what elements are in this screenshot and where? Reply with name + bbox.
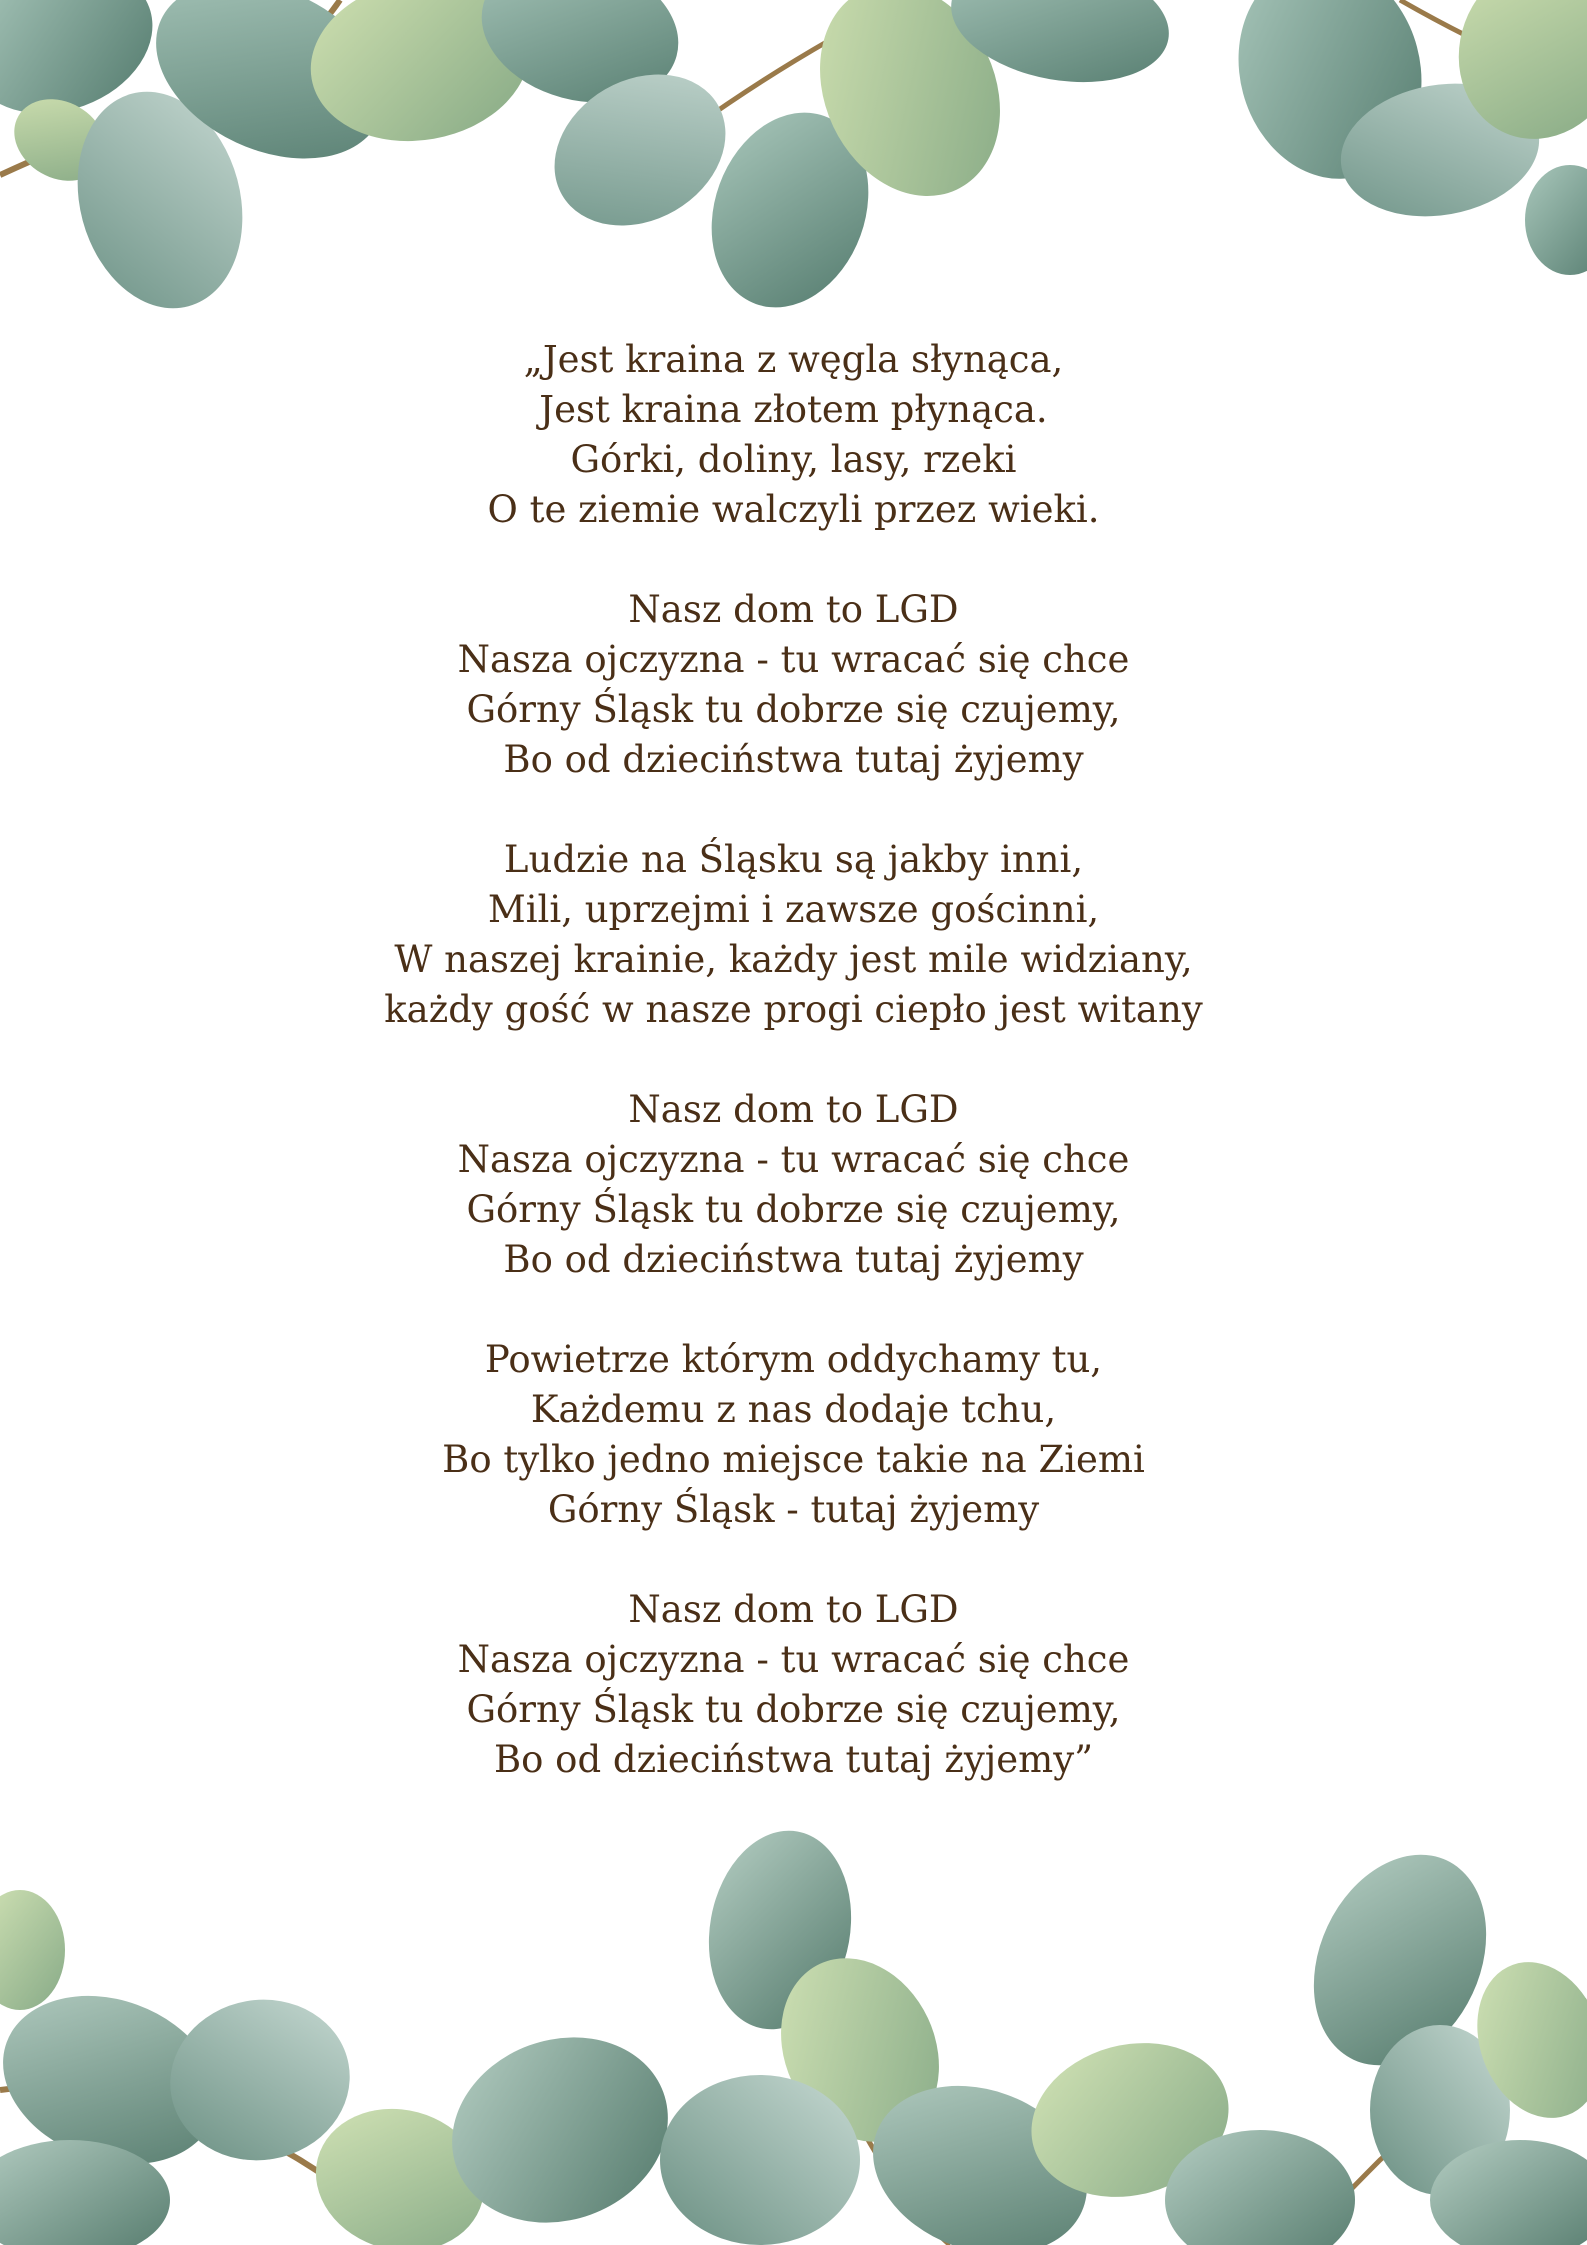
poem-line: Jest kraina złotem płynąca. bbox=[539, 388, 1048, 431]
poem-line: W naszej krainie, każdy jest mile widziany, bbox=[394, 938, 1193, 981]
poem-line: O te ziemie walczyli przez wieki. bbox=[487, 488, 1100, 531]
poem-line: Nasz dom to LGD bbox=[628, 588, 959, 631]
poem-line: Górny Śląsk - tutaj żyjemy bbox=[547, 1488, 1040, 1531]
poem-line: Nasza ojczyzna - tu wracać się chce bbox=[457, 1138, 1130, 1181]
poem-line: Powietrze którym oddychamy tu, bbox=[484, 1338, 1103, 1381]
poem-stanza bbox=[0, 335, 1587, 535]
bottom-eucalyptus-border bbox=[0, 1830, 1587, 2245]
poem-stanza bbox=[0, 585, 1587, 785]
poem-stanza bbox=[0, 1585, 1587, 1785]
poem-line: Bo od dzieciństwa tutaj żyjemy bbox=[503, 738, 1084, 781]
poem-stanza bbox=[0, 1335, 1587, 1535]
poem-line: Każdemu z nas dodaje tchu, bbox=[530, 1388, 1057, 1431]
poem-line: Nasz dom to LGD bbox=[628, 1588, 959, 1631]
poem-line: Górny Śląsk tu dobrze się czujemy, bbox=[466, 1688, 1121, 1731]
poem-line: Górki, doliny, lasy, rzeki bbox=[570, 438, 1017, 481]
poem-stanza bbox=[0, 835, 1587, 1035]
poem-line: Górny Śląsk tu dobrze się czujemy, bbox=[466, 1188, 1121, 1231]
poem-line: Nasz dom to LGD bbox=[628, 1088, 959, 1131]
poem-line: Mili, uprzejmi i zawsze gościnni, bbox=[487, 888, 1100, 931]
poem-stanza bbox=[0, 1085, 1587, 1285]
poem-line: Nasza ojczyzna - tu wracać się chce bbox=[457, 1638, 1130, 1681]
poem-line: każdy gość w nasze progi ciepło jest witany bbox=[384, 988, 1203, 1031]
poem-line: Nasza ojczyzna - tu wracać się chce bbox=[457, 638, 1130, 681]
poem-line: „Jest kraina z węgla słynąca, bbox=[523, 338, 1064, 381]
poem-line: Górny Śląsk tu dobrze się czujemy, bbox=[466, 688, 1121, 731]
poem bbox=[0, 335, 1587, 1785]
top-eucalyptus-border bbox=[0, 0, 1587, 330]
poem-line: Bo tylko jedno miejsce takie na Ziemi bbox=[442, 1438, 1145, 1481]
poem-line: Bo od dzieciństwa tutaj żyjemy” bbox=[493, 1738, 1094, 1781]
poem-line: Bo od dzieciństwa tutaj żyjemy bbox=[503, 1238, 1084, 1281]
poem-line: Ludzie na Śląsku są jakby inni, bbox=[503, 838, 1084, 881]
